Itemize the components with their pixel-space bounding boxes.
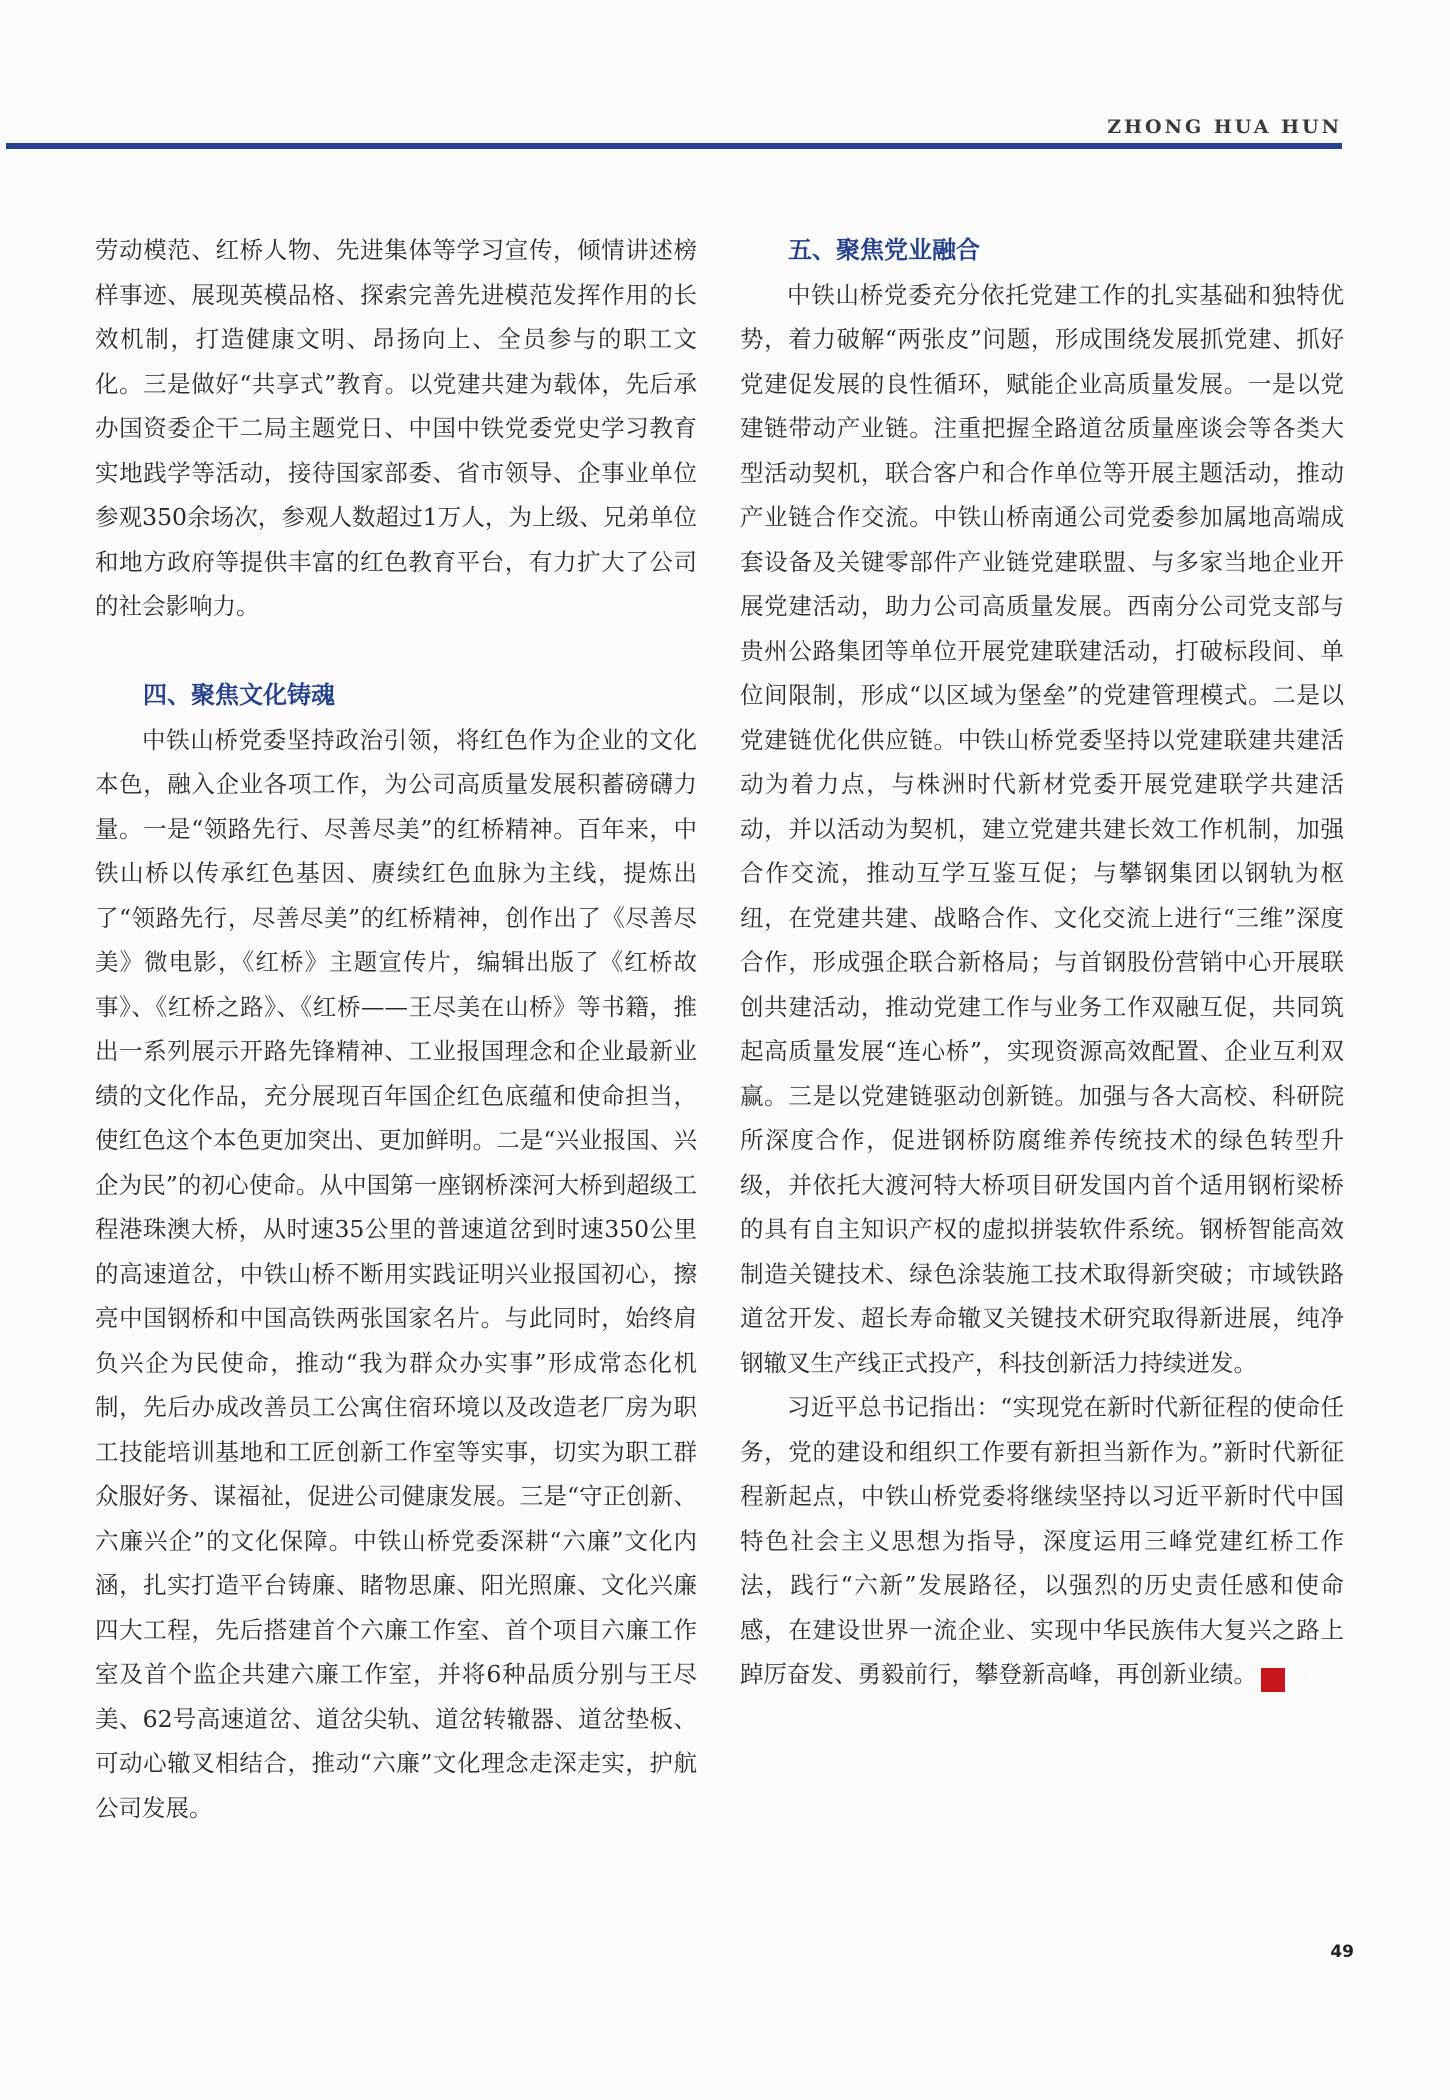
section-heading-4: 四、聚焦文化铸魂 xyxy=(143,681,335,709)
section-gap xyxy=(95,629,697,674)
header-rule xyxy=(6,143,1342,149)
closing-text: 习近平总书记指出：“实现党在新时代新征程的使命任务，党的建设和组织工作要有新担当新作为。”新时代新征程新起点，中铁山桥党委将继续坚持以习近平新时代中国特色社会主义思想为指导，深度运用三峰党建红桥工作法，践行“六新”发展路径，以强烈的历史责任感和使命感，在建设世界一流企业、实现中华民族伟大复兴之路上踔厉奋发、勇毅前行，攀登新高峰，再创新业绩。 xyxy=(740,1393,1344,1688)
section-4-body: 中铁山桥党委坚持政治引领，将红色作为企业的文化本色，融入企业各项工作，为公司高质量发展积蓄磅礴力量。一是“领路先行、尽善尽美”的红桥精神。百年来，中铁山桥以传承红色基因、赓续红色血脉为主线，提炼出了“领路先行，尽善尽美”的红桥精神，创作出了《尽善尽美》微电影，《红桥》主题宣传片，编辑出版了《红桥故事》、《红桥之路》、《红桥——王尽美在山桥》等书籍，推出一系列展示开路先锋精神、工业报国理念和企业最新业绩的文化作品，充分展现百年国企红色底蕴和使命担当，使红色这个本色更加突出、更加鲜明。二是“兴业报国、兴企为民”的初心使命。从中国第一座钢桥滦河大桥到超级工程港珠澳大桥，从时速35公里的普速道岔到时速350公里的高速道岔，中铁山桥不断用实践证明兴业报国初心，擦亮中国钢桥和中国高铁两张国家名片。与此同时，始终肩负兴企为民使命，推动“我为群众办实事”形成常态化机制，先后办成改善员工公寓住宿环境以及改造老厂房为职工技能培训基地和工匠创新工作室等实事，切实为职工群众服好务、谋福祉，促进公司健康发展。三是“守正创新、六廉兴企”的文化保障。中铁山桥党委深耕“六廉”文化内涵，扎实打造平台铸廉、睹物思廉、阳光照廉、文化兴廉四大工程，先后搭建首个六廉工作室、首个项目六廉工作室及首个监企共建六廉工作室，并将6种品质分别与王尽美、62号高速道岔、道岔尖轨、道岔转辙器、道岔垫板、可动心辙叉相结合，推动“六廉”文化理念走深走实，护航公司发展。 xyxy=(95,725,697,1822)
end-mark-icon: 中 xyxy=(1261,1668,1285,1692)
paragraph-continued: 劳动模范、红桥人物、先进集体等学习宣传，倾情讲述榜样事迹、展现英模品格、探索完善先进模范发挥作用的长效机制，打造健康文明、昂扬向上、全员参与的职工文化。三是做好“共享式”教育。以党建共建为载体，先后承办国资委企干二局主题党日、中国中铁党委党史学习教育实地践学等活动，接待国家部委、省市领导、企事业单位参观350余场次，参观人数超过1万人，为上级、兄弟单位和地方政府等提供丰富的红色教育平台，有力扩大了公司的社会影响力。 xyxy=(95,236,697,620)
left-column xyxy=(95,228,697,1830)
page-number: 49 xyxy=(1330,1942,1354,1962)
masthead: ZHONG HUA HUN xyxy=(1107,116,1342,138)
closing-paragraph xyxy=(740,1385,1344,1697)
section-5-body: 中铁山桥党委充分依托党建工作的扎实基础和独特优势，着力破解“两张皮”问题，形成围绕发展抓党建、抓好党建促发展的良性循环，赋能企业高质量发展。一是以党建链带动产业链。注重把握全路道岔质量座谈会等各类大型活动契机，联合客户和合作单位等开展主题活动，推动产业链合作交流。中铁山桥南通公司党委参加属地高端成套设备及关键零部件产业链党建联盟、与多家当地企业开展党建活动，助力公司高质量发展。西南分公司党支部与贵州公路集团等单位开展党建联建活动，打破标段间、单位间限制，形成“以区域为堡垒”的党建管理模式。二是以党建链优化供应链。中铁山桥党委坚持以党建联建共建活动为着力点，与株洲时代新材党委开展党建联学共建活动，并以活动为契机，建立党建共建长效工作机制，加强合作交流，推动互学互鉴互促；与攀钢集团以钢轨为枢纽，在党建共建、战略合作、文化交流上进行“三维”深度合作，形成强企联合新格局；与首钢股份营销中心开展联创共建活动，推动党建工作与业务工作双融互促，共同筑起高质量发展“连心桥”，实现资源高效配置、企业互利双赢。三是以党建链驱动创新链。加强与各大高校、科研院所深度合作，促进钢桥防腐维养传统技术的绿色转型升级，并依托大渡河特大桥项目研发国内首个适用钢桁梁桥的具有自主知识产权的虚拟拼装软件系统。钢桥智能高效制造关键技术、绿色涂装施工技术取得新突破；市域铁路道岔开发、超长寿命辙叉关键技术研究取得新进展，纯净钢辙叉生产线正式投产，科技创新活力持续迸发。 xyxy=(740,280,1344,1377)
right-column xyxy=(740,228,1344,1697)
section-heading-5: 五、聚焦党业融合 xyxy=(788,236,980,264)
